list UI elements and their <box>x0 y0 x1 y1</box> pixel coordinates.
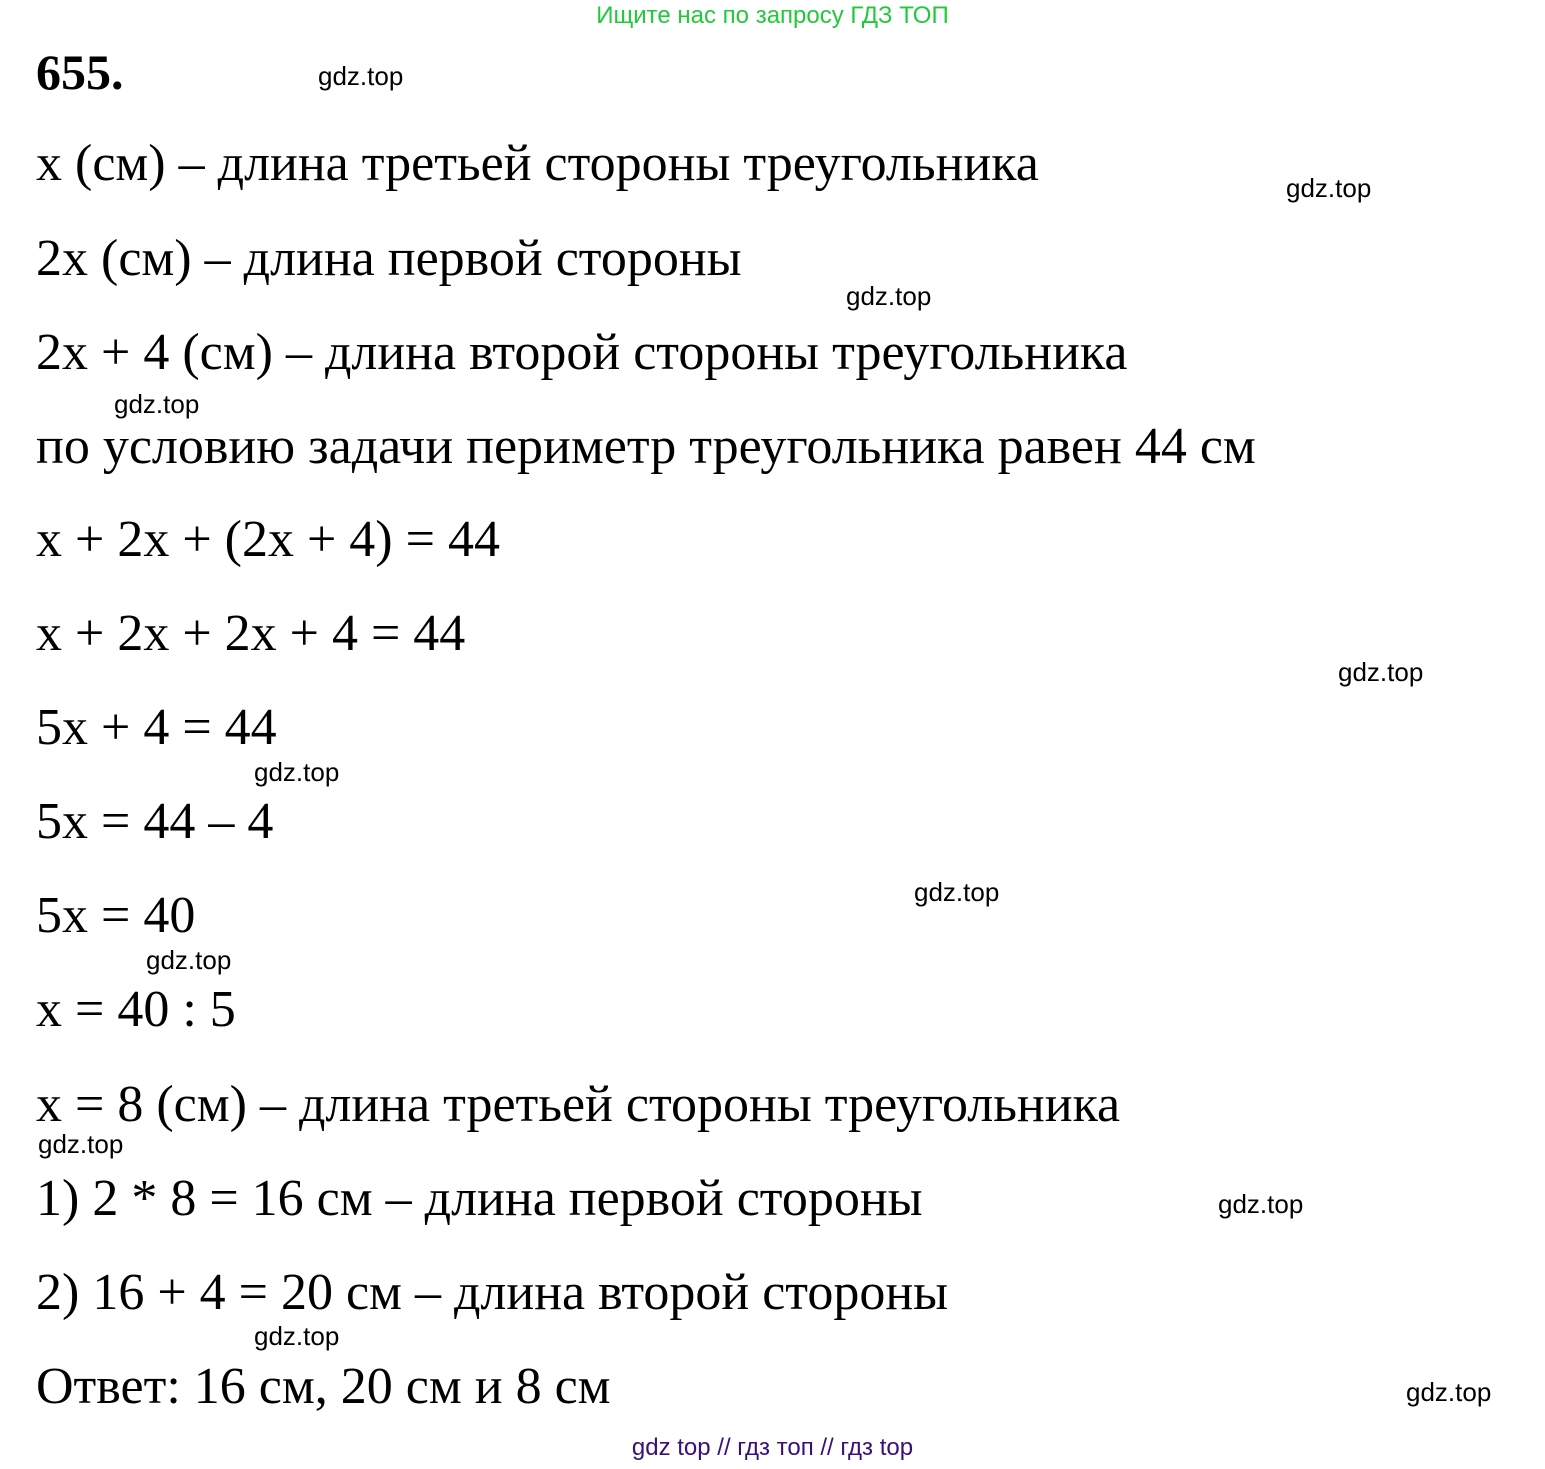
watermark: gdz.top <box>38 1129 124 1159</box>
equation-line: 5x + 4 = 44 <box>36 699 277 756</box>
watermark: gdz.top <box>1286 173 1372 203</box>
watermark: gdz.top <box>914 877 1000 907</box>
solution-line: x (см) – длина третьей стороны треугольника <box>36 135 1039 192</box>
watermark: gdz.top <box>146 945 232 975</box>
watermark: gdz.top <box>318 61 404 91</box>
solution-line: x = 8 (см) – длина третьей стороны треугольника <box>36 1076 1121 1133</box>
equation-line: 5x = 44 – 4 <box>36 793 274 850</box>
watermark: gdz.top <box>846 281 932 311</box>
watermark: gdz.top <box>254 1321 340 1351</box>
watermark: gdz.top <box>114 389 200 419</box>
watermark: gdz.top <box>1218 1189 1304 1219</box>
watermark: gdz.top <box>1338 657 1424 687</box>
search-hint-banner: Ищите нас по запросу ГДЗ ТОП <box>596 2 949 29</box>
watermark: gdz.top <box>1406 1377 1492 1407</box>
equation-line: x + 2x + 2x + 4 = 44 <box>36 605 466 662</box>
solution-line: 2x (см) – длина первой стороны <box>36 230 742 287</box>
watermark: gdz.top <box>254 757 340 787</box>
solution-line: по условию задачи периметр треугольника равен 44 см <box>36 418 1256 475</box>
solution-line: 2) 16 + 4 = 20 см – длина второй стороны <box>36 1264 949 1321</box>
equation-line: x = 40 : 5 <box>36 981 236 1038</box>
equation-line: x + 2x + (2x + 4) = 44 <box>36 511 500 568</box>
solution-line: 2x + 4 (см) – длина второй стороны треугольника <box>36 324 1128 381</box>
answer-line: Ответ: 16 см, 20 см и 8 см <box>36 1358 611 1415</box>
equation-line: 5x = 40 <box>36 887 196 944</box>
footer-links: gdz top // гдз топ // гдз top <box>631 1434 914 1461</box>
solution-line: 1) 2 * 8 = 16 см – длина первой стороны <box>36 1170 923 1227</box>
problem-number: 655. <box>36 44 124 100</box>
